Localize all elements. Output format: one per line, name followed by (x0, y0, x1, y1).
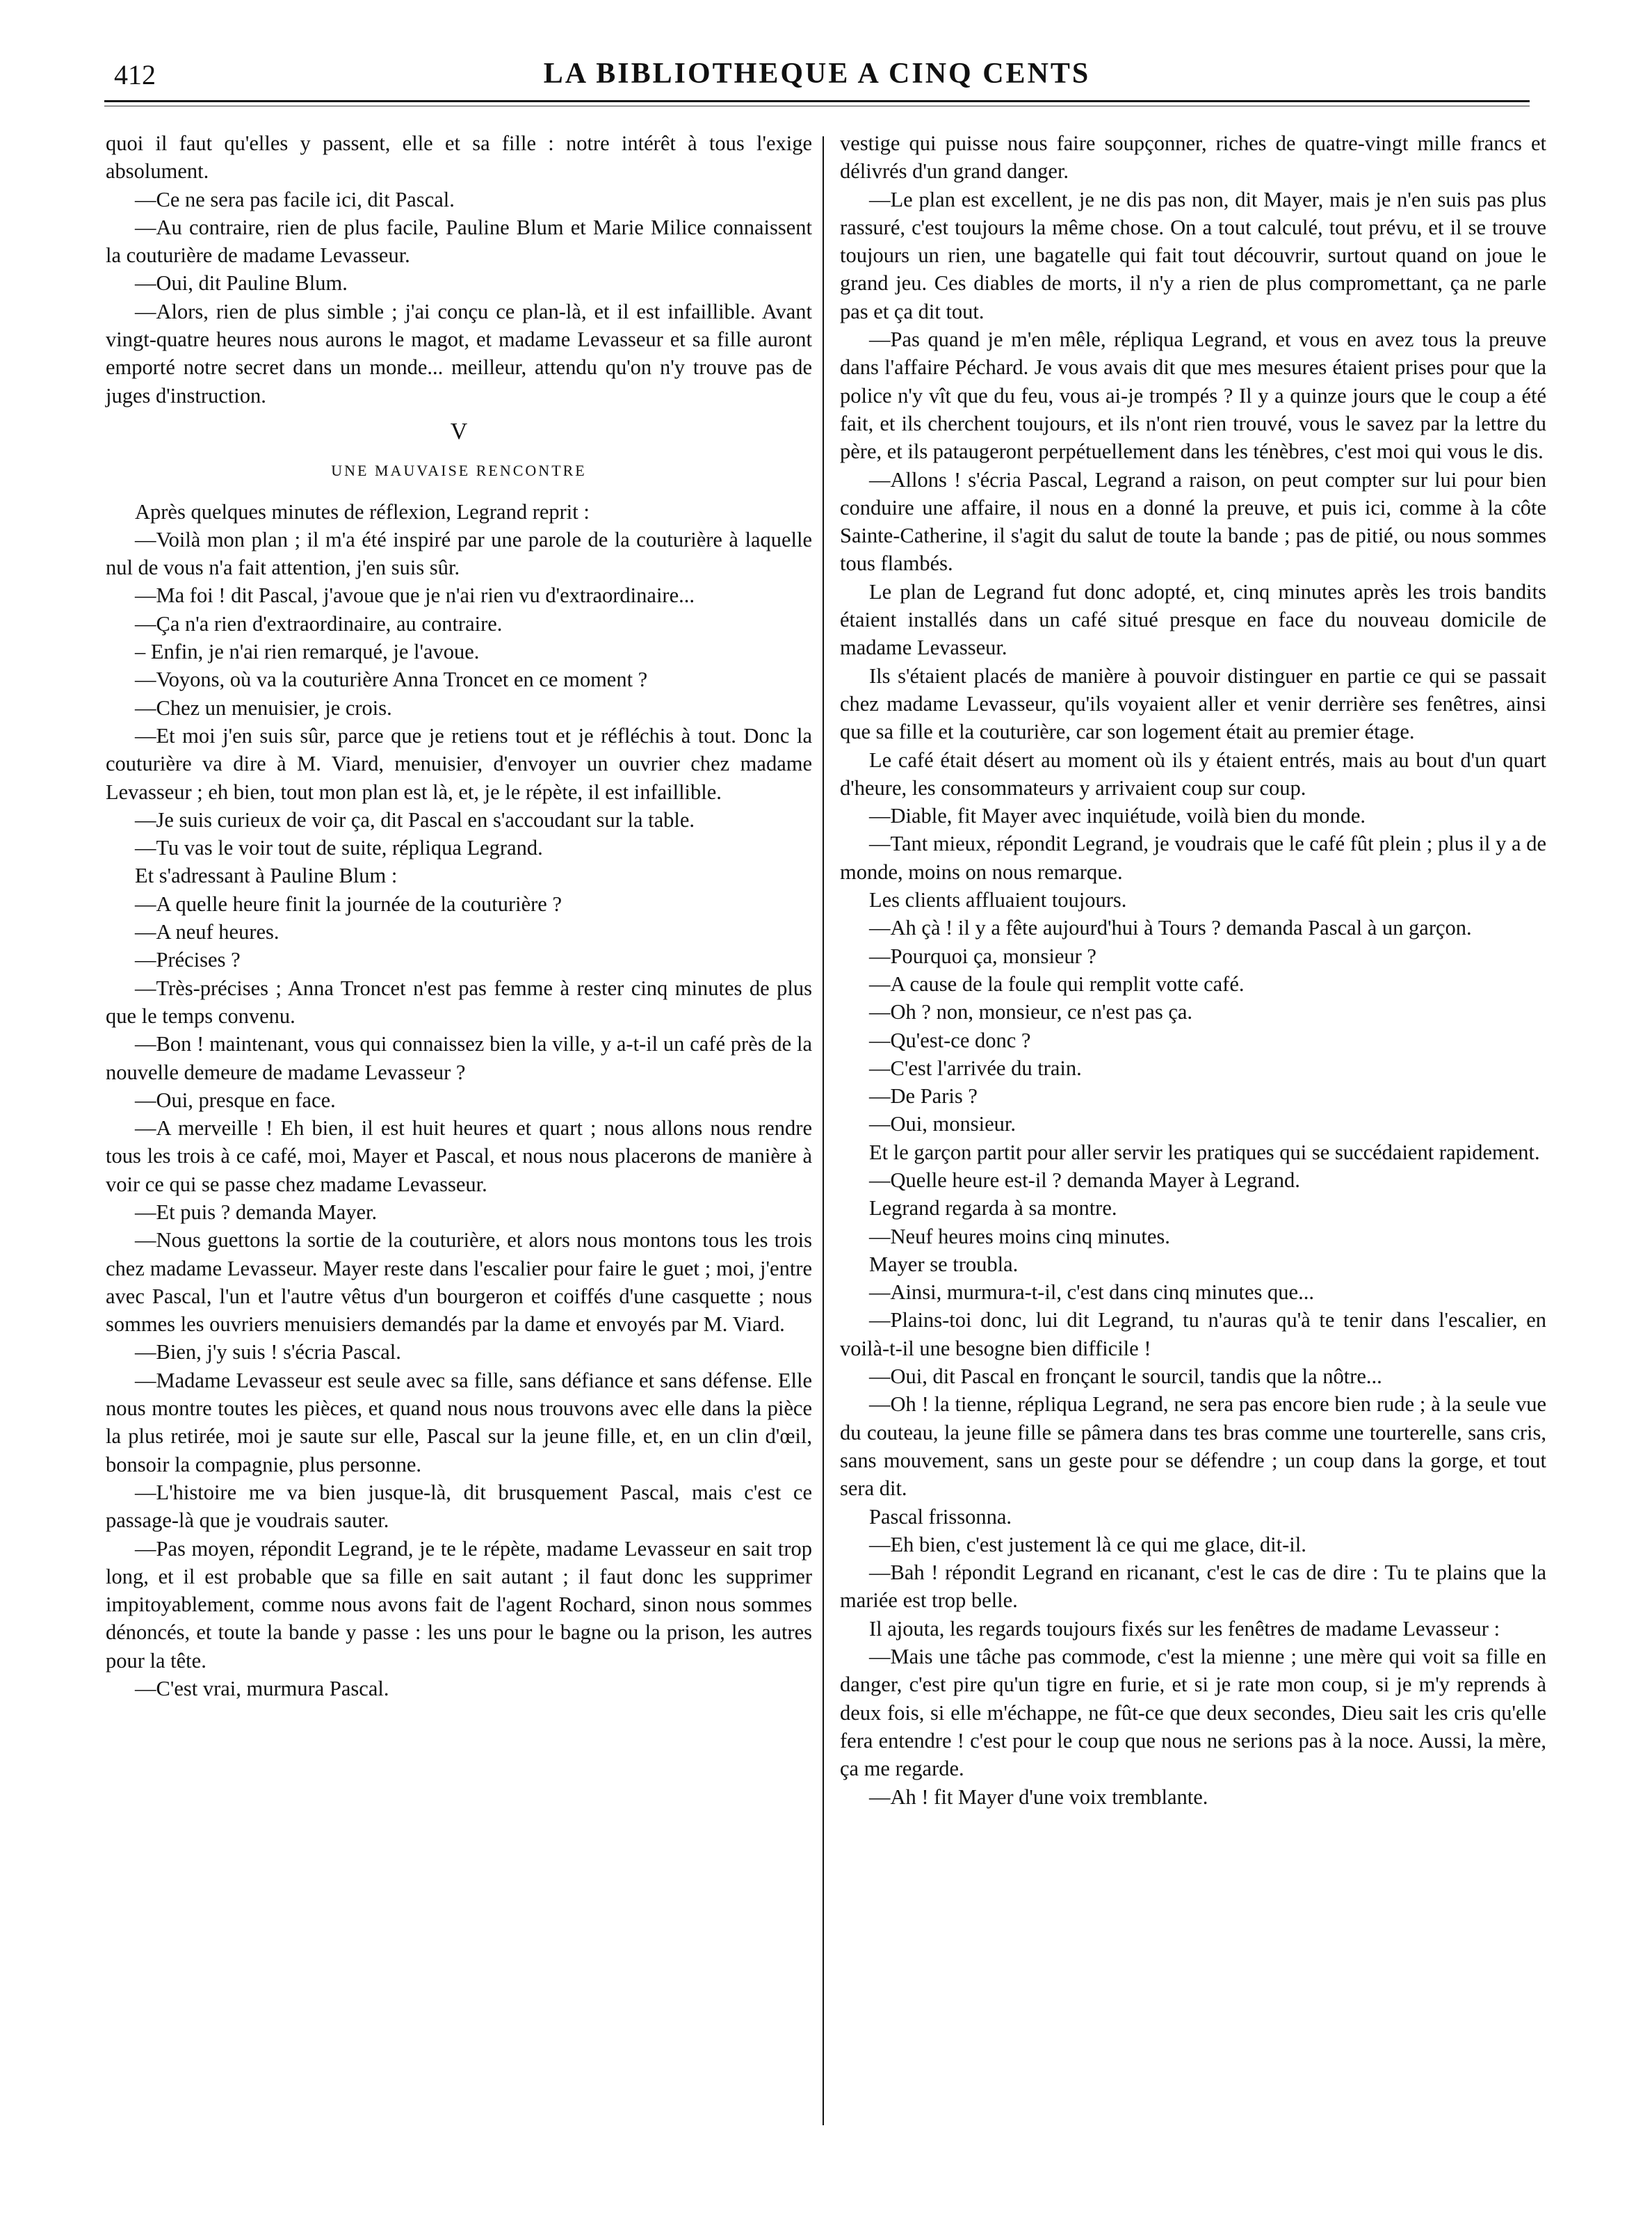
paragraph: Après quelques minutes de réflexion, Legrand reprit : (135, 499, 590, 524)
paragraph: —Bien, j'y suis ! s'écria Pascal. (135, 1340, 401, 1364)
paragraph: —Neuf heures moins cinq minutes. (869, 1224, 1170, 1248)
paragraph: —Oui, monsieur. (869, 1112, 1016, 1136)
paragraph: —Oh ? non, monsieur, ce n'est pas ça. (869, 1000, 1193, 1024)
paragraph: —A merveille ! Eh bien, il est huit heures et quart ; nous allons nous rendre tous les trois à ce café, moi, Mayer et Pascal, et nous nous placerons de manière à voir ce qui se passe chez madame Levasseur. (106, 1116, 812, 1196)
paragraph: vestige qui puisse nous faire soupçonner, riches de quatre-vingt mille francs et délivrés d'un grand danger. (840, 131, 1546, 184)
paragraph: —Tant mieux, répondit Legrand, je voudrais que le café fût plein ; plus il y a de monde, moins on nous remarque. (840, 832, 1546, 884)
paragraph: —Oui, dit Pascal en fronçant le sourcil, tandis que la nôtre... (869, 1364, 1382, 1389)
paragraph: —Diable, fit Mayer avec inquiétude, voilà bien du monde. (869, 804, 1366, 828)
paragraph: —Et moi j'en suis sûr, parce que je retiens tout et je réfléchis à tout. Donc la couturière va dire à M. Viard, menuisier, d'envoyer un ouvrier chez madame Levasseur ; eh bien, tout mon plan est là, et, je le répète, il est infaillible. (106, 723, 812, 804)
paragraph: —Pas moyen, répondit Legrand, je te le répète, madame Levasseur en sait trop long, et il est probable que sa fille en sait autant ; il faut donc les supprimer impitoyablement, comme nous avons fait de l'agent Rochard, sinon nous sommes dénoncés, et toute la bande y passe : les uns pour le bagne ou la prison, les autres pour la tête. (106, 1536, 812, 1673)
column-divider (823, 136, 824, 2125)
paragraph: —Précises ? (135, 948, 241, 972)
paragraph: Et s'adressant à Pauline Blum : (135, 864, 398, 888)
paragraph: —A quelle heure finit la journée de la couturière ? (135, 892, 562, 916)
chapter-title: UNE MAUVAISE RENCONTRE (331, 462, 587, 480)
left-column (106, 129, 812, 1702)
paragraph: —Pourquoi ça, monsieur ? (869, 944, 1096, 968)
paragraph: —Ce ne sera pas facile ici, dit Pascal. (135, 187, 455, 211)
paragraph: —Alors, rien de plus simble ; j'ai conçu ce plan-là, et il est infaillible. Avant vingt-quatre heures nous aurons le magot, et madame Levasseur et sa fille auront emporté notre secret dans un monde... meilleur, attendu qu'on n'y trouve pas de juges d'instruction. (106, 299, 812, 408)
paragraph: —Ah ! fit Mayer d'une voix tremblante. (869, 1784, 1208, 1809)
paragraph: —Et puis ? demanda Mayer. (135, 1200, 378, 1224)
paragraph: —Voyons, où va la couturière Anna Troncet en ce moment ? (135, 668, 648, 692)
header-rule-thick (104, 100, 1530, 102)
paragraph: Ils s'étaient placés de manière à pouvoir distinguer en partie ce qui se passait chez madame Levasseur, qu'ils voyaient aller et venir derrière ses fenêtres, ainsi que sa fille et la couturière, car son logement était au premier étage. (840, 663, 1546, 744)
paragraph: —Mais une tâche pas commode, c'est la mienne ; une mère qui voit sa fille en danger, c'est pire qu'un tigre en furie, et si je rate mon coup, si je m'y reprends à deux fois, si elle m'échappe, ne fût-ce que deux secondes, Dieu sait les cris qu'elle fera entendre ! c'est pour le coup que nous ne serions pas à la noce. Aussi, la mère, ça me regarde. (840, 1645, 1546, 1781)
paragraph: Les clients affluaient toujours. (869, 888, 1127, 912)
paragraph: —Plains-toi donc, lui dit Legrand, tu n'auras qu'à te tenir dans l'escalier, en voilà-t-il une besogne bien difficile ! (840, 1308, 1546, 1360)
running-title: LA BIBLIOTHEQUE A CINQ CENTS (543, 58, 1091, 90)
paragraph: —Quelle heure est-il ? demanda Mayer à Legrand. (869, 1168, 1300, 1192)
paragraph: Et le garçon partit pour aller servir les pratiques qui se succédaient rapidement. (869, 1140, 1540, 1164)
paragraph: —De Paris ? (869, 1084, 978, 1109)
paragraph: —Bah ! répondit Legrand en ricanant, c'est le cas de dire : Tu te plains que la mariée est trop belle. (840, 1561, 1546, 1613)
paragraph: —Très-précises ; Anna Troncet n'est pas femme à rester cinq minutes de plus que le temps convenu. (106, 976, 812, 1028)
paragraph: —Eh bien, c'est justement là ce qui me glace, dit-il. (869, 1532, 1306, 1556)
paragraph: —Ainsi, murmura-t-il, c'est dans cinq minutes que... (869, 1280, 1314, 1305)
paragraph: Mayer se troubla. (869, 1252, 1019, 1276)
paragraph: —Je suis curieux de voir ça, dit Pascal en s'accoudant sur la table. (135, 807, 695, 832)
paragraph: —Ma foi ! dit Pascal, j'avoue que je n'ai rien vu d'extraordinaire... (135, 583, 695, 608)
paragraph: Le café était désert au moment où ils y étaient entrés, mais au bout d'un quart d'heure, les consommateurs y arrivaient coup sur coup. (840, 748, 1546, 800)
paragraph: —Le plan est excellent, je ne dis pas non, dit Mayer, mais je n'en suis pas plus rassuré, c'est toujours la même chose. On a tout calculé, tout prévu, et il se trouve toujours un rien, une bagatelle qui fait tout découvrir, surtout quand on joue le grand jeu. Ces diables de morts, il n'y a rien de plus compromettant, ça ne parle pas et ça dit tout. (840, 187, 1546, 323)
paragraph: —Voilà mon plan ; il m'a été inspiré par une parole de la couturière à laquelle nul de vous n'a fait attention, j'en suis sûr. (106, 527, 812, 580)
paragraph: —Qu'est-ce donc ? (869, 1028, 1031, 1052)
paragraph: —Oui, presque en face. (135, 1088, 336, 1112)
paragraph: —Tu vas le voir tout de suite, répliqua Legrand. (135, 836, 543, 860)
paragraph: Pascal frissonna. (869, 1504, 1012, 1529)
paragraph: —Madame Levasseur est seule avec sa fille, sans défiance et sans défense. Elle nous montre toutes les pièces, et quand nous nous trouvons avec elle dans la pièce la plus retirée, moi je saute sur elle, Pascal sur la jeune fille, et, en un clin d'œil, bonsoir la compagnie, plus personne. (106, 1368, 812, 1476)
paragraph: —Bon ! maintenant, vous qui connaissez bien la ville, y a-t-il un café près de la nouvelle demeure de madame Levasseur ? (106, 1032, 812, 1084)
paragraph: —Pas quand je m'en mêle, répliqua Legrand, et vous en avez tous la preuve dans l'affaire Péchard. Je vous avais dit que mes mesures étaient prises pour que la police n'y vît que du feu, vous ai-je trompés ? Il y a quinze jours que le coup a été fait, et ils cherchent toujours, et ils n'ont rien trouvé, vous le savez par la lettre du père, et ils pataugeront perpétuellement dans les ténèbres, c'est moi qui vous le dis. (840, 328, 1546, 464)
paragraph: Legrand regarda à sa montre. (869, 1196, 1117, 1220)
paragraph: —A cause de la foule qui remplit votte café. (869, 972, 1245, 996)
paragraph: —C'est l'arrivée du train. (869, 1056, 1082, 1080)
paragraph: —C'est vrai, murmura Pascal. (135, 1677, 389, 1701)
paragraph: Le plan de Legrand fut donc adopté, et, cinq minutes après les trois bandits étaient installés dans un café situé presque en face du nouveau domicile de madame Levasseur. (840, 579, 1546, 660)
paragraph: —Oui, dit Pauline Blum. (135, 271, 348, 296)
paragraph: —Oh ! la tienne, répliqua Legrand, ne sera pas encore bien rude ; à la seule vue du couteau, la jeune fille se pâmera dans tes bras comme une tourterelle, sans cris, sans mouvement, sans un geste pour se défendre ; un coup dans la gorge, et tout sera dit. (840, 1392, 1546, 1501)
paragraph: —Nous guettons la sortie de la couturière, et alors nous montons tous les trois chez madame Levasseur. Mayer reste dans l'escalier pour faire le guet ; moi, j'entre avec Pascal, l'un et l'autre vêtus d'un bourgeron et coiffés d'une casquette ; nous sommes les ouvriers menuisiers demandés par la dame et envoyés par M. Viard. (106, 1228, 812, 1337)
paragraph: —Allons ! s'écria Pascal, Legrand a raison, on peut compter sur lui pour bien conduire une affaire, il nous en a donné la preuve, et puis ici, comme à la côte Sainte-Catherine, il s'agit du salut de toute la bande ; pas de pitié, ou nous sommes tous flambés. (840, 467, 1546, 576)
paragraph: —Chez un menuisier, je crois. (135, 695, 392, 720)
paragraph: —A neuf heures. (135, 920, 280, 944)
paragraph: Il ajouta, les regards toujours fixés sur les fenêtres de madame Levasseur : (869, 1616, 1500, 1641)
paragraph: —Ah çà ! il y a fête aujourd'hui à Tours ? demanda Pascal à un garçon. (869, 916, 1472, 940)
chapter-number: V (450, 418, 468, 444)
paragraph: – Enfin, je n'ai rien remarqué, je l'avoue. (135, 640, 480, 664)
paragraph: quoi il faut qu'elles y passent, elle et sa fille : notre intérêt à tous l'exige absolument. (106, 131, 812, 184)
right-column (840, 129, 1546, 1811)
paragraph: —L'histoire me va bien jusque-là, dit brusquement Pascal, mais c'est ce passage-là que je voudrais sauter. (106, 1480, 812, 1533)
page-number: 412 (114, 59, 156, 90)
page-header (104, 53, 1530, 96)
paragraph: —Au contraire, rien de plus facile, Pauline Blum et Marie Milice connaissent la couturière de madame Levasseur. (106, 215, 812, 268)
paragraph: —Ça n'a rien d'extraordinaire, au contraire. (135, 611, 503, 636)
